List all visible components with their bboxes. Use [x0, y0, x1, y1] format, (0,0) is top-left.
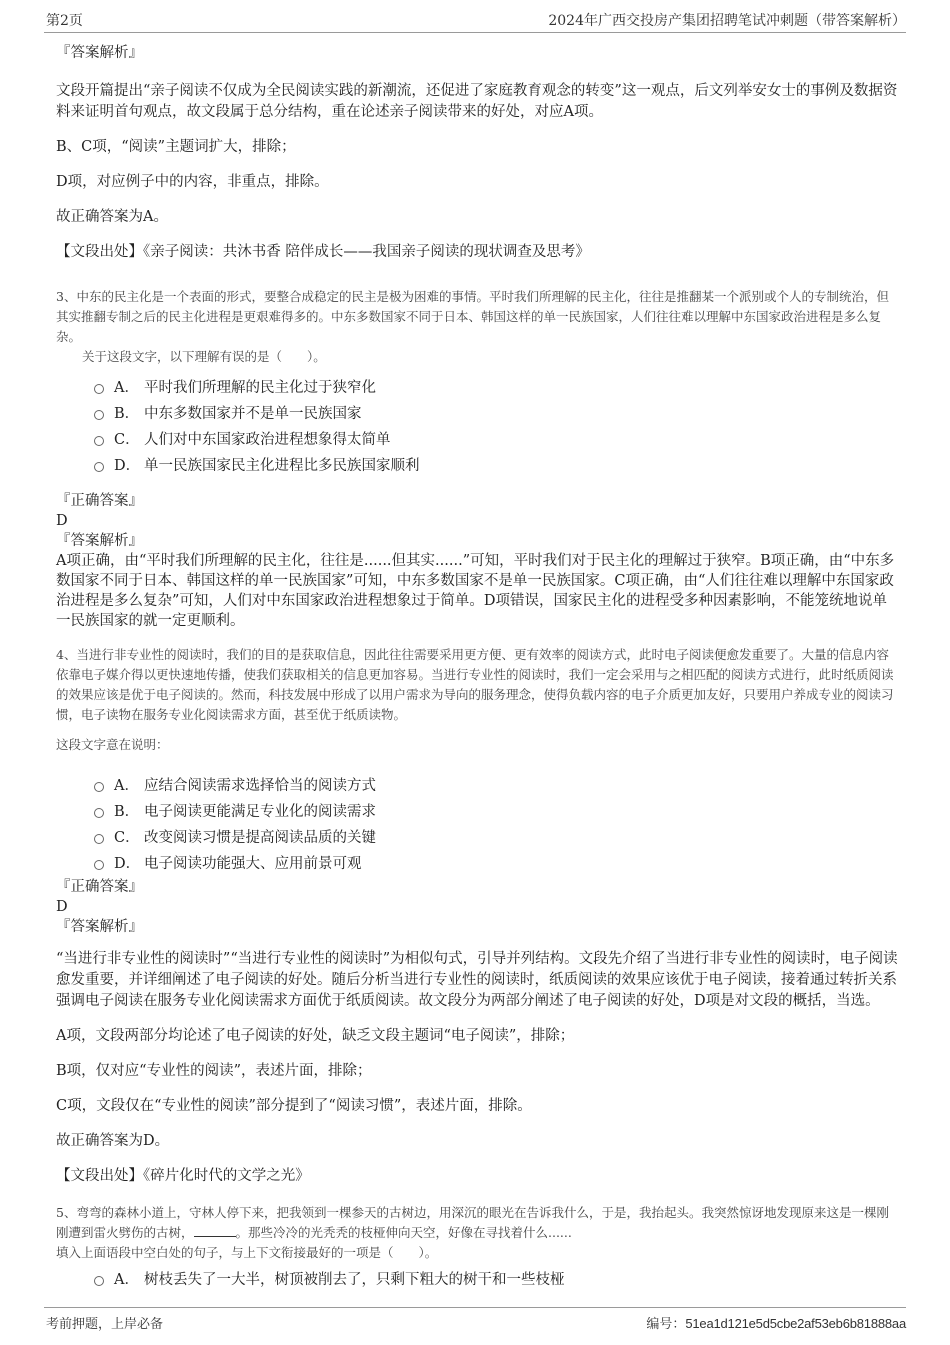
q4-option-a[interactable]: A． 应结合阅读需求选择恰当的阅读方式 — [94, 771, 898, 797]
q4-options — [94, 771, 898, 875]
q4-answer: D — [56, 899, 68, 915]
q3-option-a[interactable]: A． 平时我们所理解的民主化过于狭窄化 — [94, 373, 898, 399]
q4-analysis-a: A项，文段两部分均论述了电子阅读的好处，缺乏文段主题词“电子阅读”，排除； — [56, 1028, 575, 1044]
q2-analysis-d: D项，对应例子中的内容，非重点，排除。 — [56, 174, 329, 190]
radio-icon[interactable] — [94, 1276, 104, 1286]
q4-passage: 4、当进行非专业性的阅读时，我们的目的是获取信息，因此往往需要采用更方便、更有效率的阅读方式，此时电子阅读便愈发重要了。大量的信息内容依靠电子媒介得以更快速地传播，使我们获取相关的信息更加容易。当进行专业性的阅读时，我们一定会采用与之相匹配的阅读方式进行，此时纸质阅读的效果应该是优于电子阅读的。然而，科技发展中形成了以用户需求为导向的服务理念，使得负载内容的电子介质更加友好，只要用户养成专业的阅读习惯，电子读物在服务专业化阅读需求方面，甚至优于纸质读物。 — [56, 647, 894, 722]
document-code-label: 编号： — [646, 1317, 686, 1332]
q4-option-d[interactable]: D． 电子阅读功能强大、应用前景可观 — [94, 849, 898, 875]
document-code — [646, 1313, 906, 1332]
q5-passage: 5、弯弯的森林小道上，守林人停下来，把我领到一棵参天的古树边，用深沉的眼光在告诉我什么，于是，我抬起头。我突然惊讶地发现原来这是一棵刚刚遭到雷火劈伤的古树， 。那些冷冷的光秃秃的枝桠伸向天空，好像在寻找着什么...... — [56, 1205, 889, 1240]
q3-answer: D — [56, 513, 68, 529]
q3-options — [94, 373, 898, 477]
q4-analysis-b: B项，仅对应“专业性的阅读”，表述片面，排除； — [56, 1063, 372, 1079]
q4-conclusion: 故正确答案为D。 — [56, 1133, 170, 1149]
q4-option-b[interactable]: B． 电子阅读更能满足专业化的阅读需求 — [94, 797, 898, 823]
page-content — [56, 43, 898, 1291]
q3-prompt: 关于这段文字，以下理解有误的是（ ）。 — [82, 349, 326, 364]
q4-analysis-label: 『答案解析』 — [56, 919, 143, 935]
q4-prompt: 这段文字意在说明： — [56, 737, 169, 752]
page-number: 第2页 — [46, 13, 83, 29]
radio-icon[interactable] — [94, 462, 104, 472]
radio-icon[interactable] — [94, 808, 104, 818]
radio-icon[interactable] — [94, 410, 104, 420]
q3-passage: 3、中东的民主化是一个表面的形式，要整合成稳定的民主是极为困难的事情。平时我们所理解的民主化，往往是推翻某一个派别或个人的专制统治，但其实推翻专制之后的民主化进程是更艰难得多的。中东多数国家不同于日本、韩国这样的单一民族国家，人们往往难以理解中东国家政治进程是多么复杂。 — [56, 289, 889, 344]
q4-analysis-text: “当进行非专业性的阅读时”“当进行专业性的阅读时”为相似句式，引导并列结构。文段先介绍了当进行非专业性的阅读时，电子阅读愈发重要，并详细阐述了电子阅读的好处。随后分析当进行专业性的阅读时，纸质阅读的效果应该优于电子阅读，接着通过转折关系强调电子阅读在服务专业化阅读需求方面优于纸质阅读。故文段分为两部分阐述了电子阅读的好处，D项是对文段的概括，当选。 — [56, 951, 898, 1009]
q3-analysis-label: 『答案解析』 — [56, 533, 143, 549]
q5-options — [94, 1265, 898, 1291]
q4-source: 【文段出处】《碎片化时代的文学之光》 — [56, 1168, 310, 1184]
q2-analysis-text: 文段开篇提出“亲子阅读不仅成为全民阅读实践的新潮流，还促进了家庭教育观念的转变”这一观点，后文列举安女士的事例及数据资料来证明首句观点，故文段属于总分结构，重在论述亲子阅读带来的好处，对应A项。 — [56, 83, 898, 120]
document-title: 2024年广西交投房产集团招聘笔试冲刺题（带答案解析） — [548, 13, 906, 29]
q5-option-a[interactable]: A． 树枝丢失了一大半，树顶被削去了，只剩下粗大的树干和一些枝桠 — [94, 1265, 898, 1291]
q3-option-d[interactable]: D． 单一民族国家民主化进程比多民族国家顺利 — [94, 451, 898, 477]
document-code-value: 51ea1d121e5d5cbe2af53eb6b81888aa — [685, 1316, 906, 1331]
q2-analysis-label: 『答案解析』 — [56, 45, 143, 61]
q3-option-b[interactable]: B． 中东多数国家并不是单一民族国家 — [94, 399, 898, 425]
q4-analysis-c: C项，文段仅在“专业性的阅读”部分提到了“阅读习惯”，表述片面，排除。 — [56, 1098, 532, 1114]
fill-blank — [194, 1224, 236, 1237]
q3-option-c[interactable]: C． 人们对中东国家政治进程想象得太简单 — [94, 425, 898, 451]
q3-answer-label: 『正确答案』 — [56, 493, 143, 509]
q2-analysis-bc: B、C项，“阅读”主题词扩大，排除； — [56, 139, 296, 155]
radio-icon[interactable] — [94, 436, 104, 446]
q2-conclusion: 故正确答案为A。 — [56, 209, 168, 225]
radio-icon[interactable] — [94, 384, 104, 394]
q5-prompt: 填入上面语段中空白处的句子，与上下文衔接最好的一项是（ ）。 — [56, 1245, 438, 1260]
q4-answer-label: 『正确答案』 — [56, 879, 143, 895]
radio-icon[interactable] — [94, 860, 104, 870]
header-divider — [44, 32, 906, 33]
q2-source: 【文段出处】《亲子阅读：共沐书香 陪伴成长——我国亲子阅读的现状调查及思考》 — [56, 244, 590, 260]
footer-slogan: 考前押题，上岸必备 — [46, 1317, 164, 1332]
footer-divider — [44, 1307, 906, 1308]
radio-icon[interactable] — [94, 782, 104, 792]
q3-analysis-text: A项正确，由“平时我们所理解的民主化，往往是......但其实......”可知，平时我们对于民主化的理解过于狭窄。B项正确，由“中东多数国家不同于日本、韩国这样的单一民族国家”可知，中东多数国家不是单一民族国家。C项正确，由“人们往往难以理解中东国家政治进程是多么复杂”可知，人们对中东国家政治进程想象过于简单。D项错误，国家民主化的进程受多种因素影响，不能笼统地说单一民族国家的就一定更顺利。 — [56, 553, 895, 629]
q4-option-c[interactable]: C． 改变阅读习惯是提高阅读品质的关键 — [94, 823, 898, 849]
radio-icon[interactable] — [94, 834, 104, 844]
